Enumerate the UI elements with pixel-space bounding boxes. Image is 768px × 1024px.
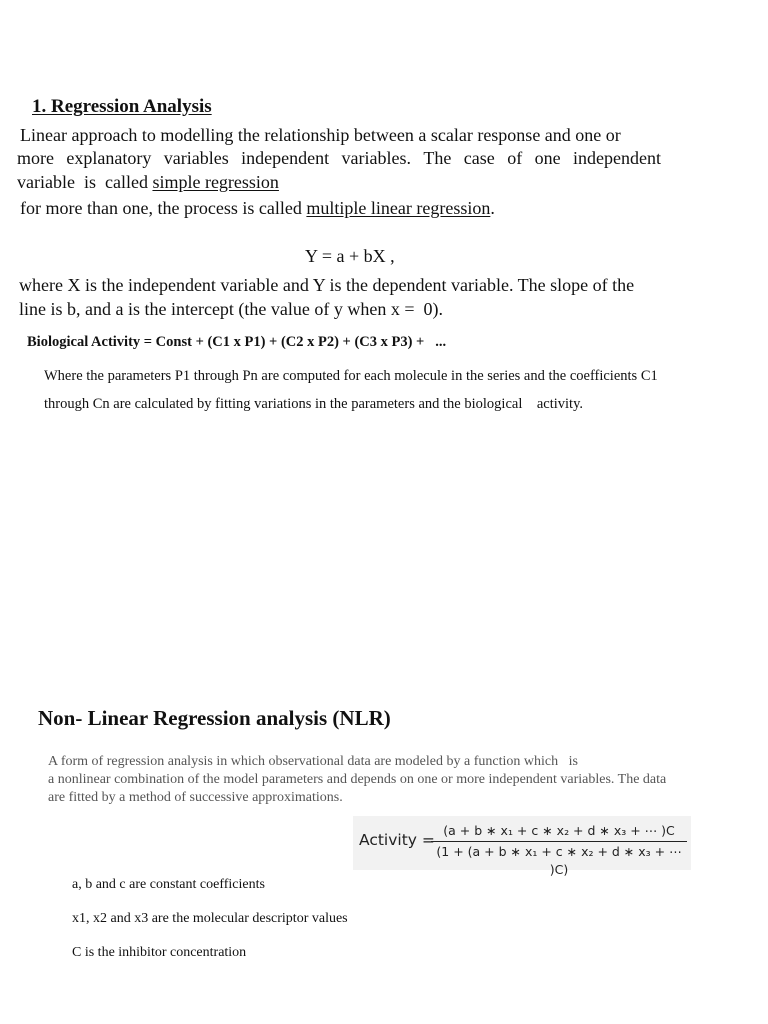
where-line-2: line is b, and a is the intercept (the value of y when x = 0). xyxy=(19,299,444,319)
intro-line-4 xyxy=(20,196,495,220)
parameters-line-1: Where the parameters P1 through Pn are computed for each molecule in the series and the coefficients C1 xyxy=(44,368,658,384)
multiple-linear-regression-term: multiple linear regression xyxy=(306,198,491,218)
biological-activity-formula: Biological Activity = Const + (C1 x P1) + (C2 x P2) + (C3 x P3) + ... xyxy=(27,334,447,350)
intro-word: explanatory xyxy=(66,148,152,168)
where-line-1: where X is the independent variable and Y is the dependent variable. The slope of the xyxy=(19,275,635,295)
parameters-line-2: through Cn are calculated by fitting variations in the parameters and the biological activity. xyxy=(44,396,584,412)
equation-label: Activity = xyxy=(359,831,435,849)
intro-word: independent xyxy=(573,148,661,168)
section-title-regression-analysis: 1. Regression Analysis xyxy=(32,96,212,117)
intro-word: The xyxy=(423,148,452,168)
equation-fraction xyxy=(431,822,687,877)
intro-line-3 xyxy=(17,170,279,194)
intro-word: variables. xyxy=(341,148,411,168)
note-descriptor-values: x1, x2 and x3 are the molecular descriptor values xyxy=(72,911,348,926)
intro-line-1: Linear approach to modelling the relationship between a scalar response and one or xyxy=(20,125,621,145)
intro-line-4-text: for more than one, the process is called xyxy=(20,198,302,218)
linear-formula: Y = a + bX , xyxy=(305,246,395,266)
nlr-description-line-1: A form of regression analysis in which observational data are modeled by a function which is xyxy=(48,754,578,769)
intro-word: independent xyxy=(241,148,330,168)
activity-equation xyxy=(353,816,691,877)
section-title-nlr: Non- Linear Regression analysis (NLR) xyxy=(38,706,391,730)
note-constant-coefficients: a, b and c are constant coefficients xyxy=(72,877,265,892)
intro-line-4-period: . xyxy=(490,198,495,218)
intro-line-2 xyxy=(17,146,661,170)
intro-word: variables xyxy=(163,148,229,168)
simple-regression-term: simple regression xyxy=(152,172,279,192)
intro-word: one xyxy=(534,148,561,168)
intro-line-3-text: variable is called xyxy=(17,172,148,192)
note-inhibitor-concentration: C is the inhibitor concentration xyxy=(72,945,247,960)
equation-numerator: (a + b ∗ x₁ + c ∗ x₂ + d ∗ x₃ + ⋯ )C xyxy=(443,823,675,838)
intro-word: case xyxy=(463,148,495,168)
equation-denominator: (1 + (a + b ∗ x₁ + c ∗ x₂ + d ∗ x₃ + ⋯ )C) xyxy=(436,844,682,877)
nlr-description-line-3: are fitted by a method of successive approximations. xyxy=(48,790,343,805)
intro-word: more xyxy=(17,148,54,168)
intro-word: of xyxy=(507,148,523,168)
fraction-bar xyxy=(431,841,687,842)
nlr-description-line-2: a nonlinear combination of the model parameters and depends on one or more independent variables. The data xyxy=(48,772,667,787)
